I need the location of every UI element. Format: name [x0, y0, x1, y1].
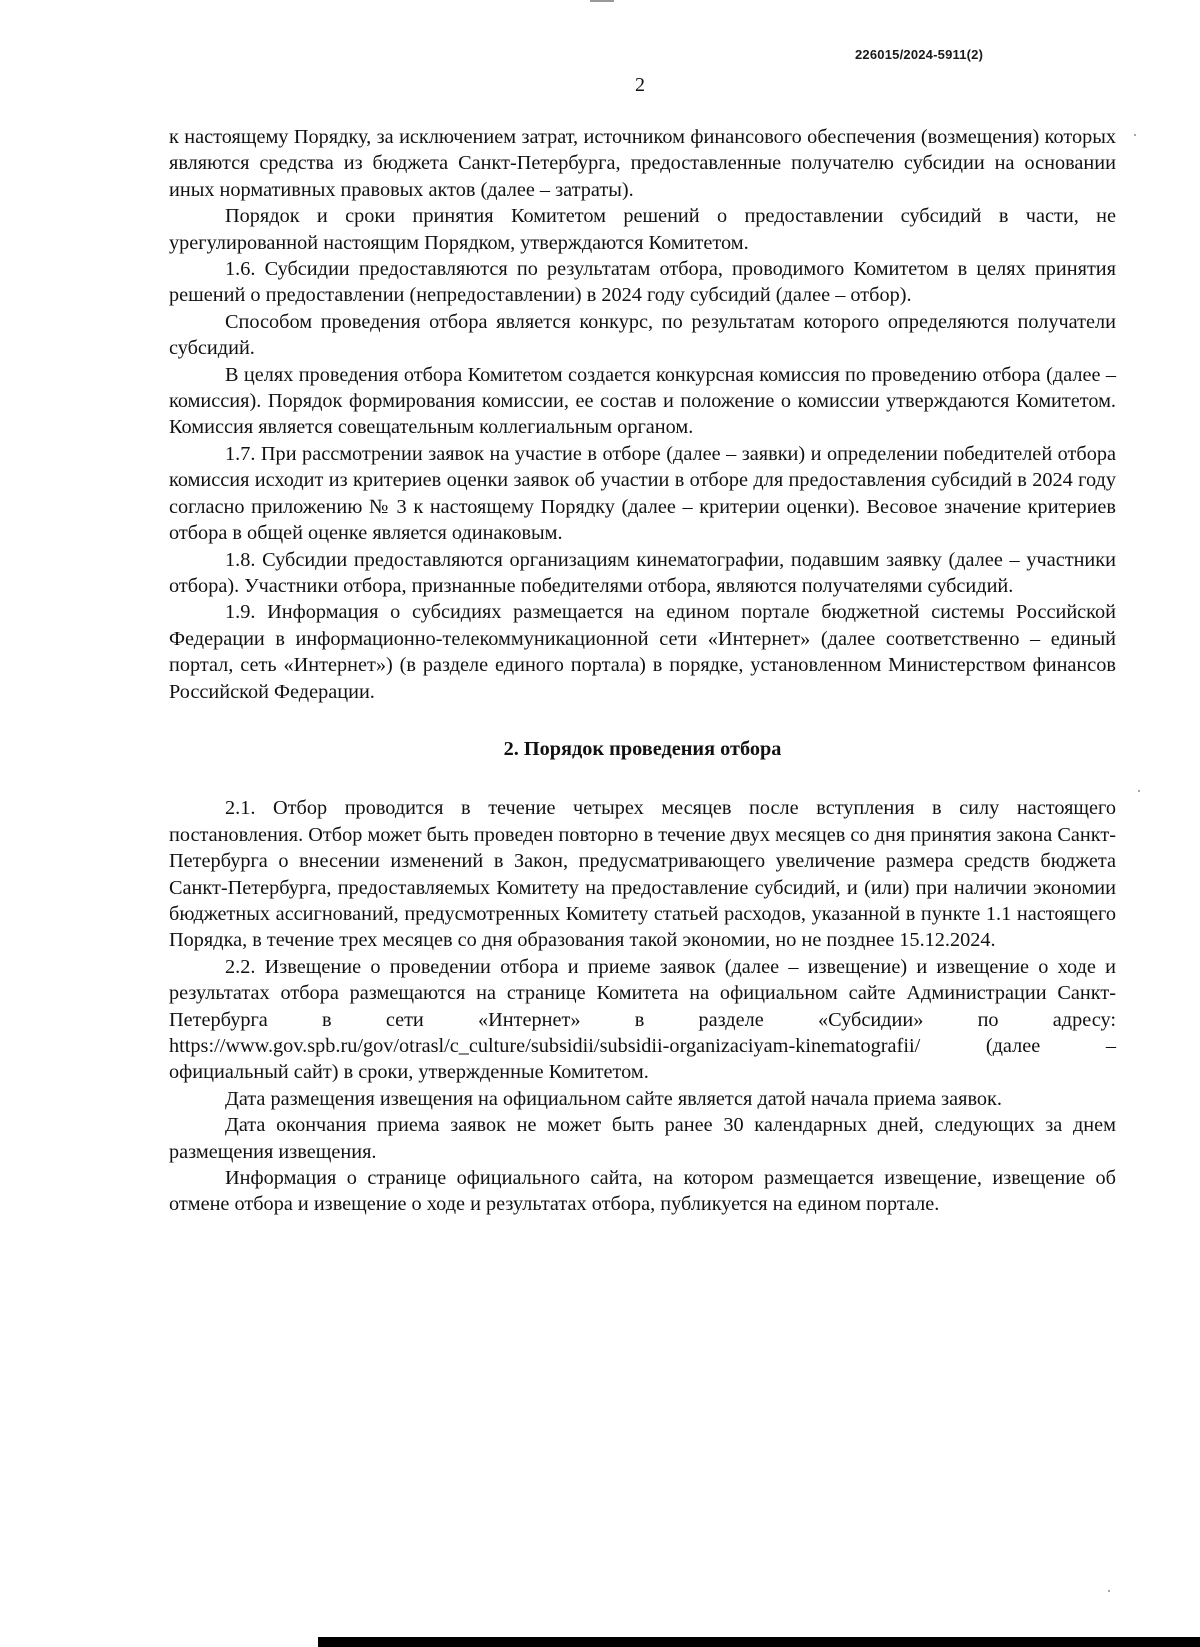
section-heading: 2. Порядок проведения отбора — [503, 737, 782, 760]
document-body — [169, 124, 1116, 1218]
scan-bottom-border — [318, 1637, 1200, 1647]
paragraph-portal-information: Информация о странице официального сайта, на котором размещается извещение, извещение об отмене отбора и извещение о ходе и результатах отбора, публикуется на едином портале. — [169, 1167, 1116, 1216]
paragraph-selection-method: Способом проведения отбора является конкурс, по результатам которого определяются получатели субсидий. — [169, 310, 1116, 360]
paragraph-1-7: 1.7. При рассмотрении заявок на участие в отборе (далее – заявки) и определении победителей отбора комиссия исходит из критериев оценки заявок об участии в отборе для предоставления субсидий в 2024 году согласно приложению № 3 к настоящему Порядку (далее – критерии оценки). Весовое значение критериев отбора в общей оценке является одинаковым. — [169, 442, 1116, 545]
paragraph-commission: В целях проведения отбора Комитетом создается конкурсная комиссия по проведению отбора (далее – комиссия). Порядок формирования комиссии, ее состав и положение о комиссии утверждаются Комитетом. Комиссия является совещательным коллегиальным органом. — [169, 363, 1116, 439]
paragraph-2-1: 2.1. Отбор проводится в течение четырех месяцев после вступления в силу настоящего постановления. Отбор может быть проведен повторно в течение двух месяцев со дня принятия закона Санкт-Петербурга о внесении изменений в Закон, предусматривающего увеличение размера средств бюджета Санкт-Петербурга, предоставляемых Комитету на предоставление субсидий, и (или) при наличии экономии бюджетных ассигнований, предусмотренных Комитету статьей расходов, указанной в пункте 1.1 настоящего Порядка, в течение трех месяцев со дня образования такой экономии, но не позднее 15.12.2024. — [169, 797, 1116, 952]
document-registration-number: 226015/2024-5911(2) — [855, 47, 984, 62]
page-number: 2 — [635, 74, 645, 96]
paragraph-order-and-terms: Порядок и сроки принятия Комитетом решений о предоставлении субсидий в части, не урегулированной настоящим Порядком, утверждаются Комитетом. — [169, 205, 1116, 254]
scan-top-smudge — [590, 0, 614, 2]
paragraph-1-8: 1.8. Субсидии предоставляются организациям кинематографии, подавшим заявку (далее – участники отбора). Участники отбора, признанные победителями отбора, являются получателями субсидий. — [169, 548, 1116, 597]
paragraph-1-6: 1.6. Субсидии предоставляются по результатам отбора, проводимого Комитетом в целях принятия решений о предоставлении (непредоставлении) в 2024 году субсидий (далее – отбор). — [169, 258, 1116, 307]
scan-speck — [1134, 134, 1136, 136]
paragraph-continuation-1-5: к настоящему Порядку, за исключением затрат, источником финансового обеспечения (возмещения) которых являются средства из бюджета Санкт-Петербурга, предоставленные получателю субсидии на основании иных нормативных правовых актов (далее – затраты). — [169, 126, 1116, 201]
paragraph-publication-date: Дата размещения извещения на официальном сайте является датой начала приема заявок. — [225, 1087, 1002, 1110]
scan-speck — [1138, 790, 1140, 792]
paragraph-application-deadline: Дата окончания приема заявок не может быть ранее 30 календарных дней, следующих за днем размещения извещения. — [169, 1114, 1116, 1163]
paragraph-2-2: 2.2. Извещение о проведении отбора и приеме заявок (далее – извещение) и извещение о ходе и результатах отбора размещаются на странице Комитета на официальном сайте Администрации Санкт-Петербурга в сети «Интернет» в разделе «Субсидии» по адресу: https://www.gov.spb.ru/gov/otrasl/c_culture/subsidii/subsidii-organizaciyam-kinematografii/ (далее – официальный сайт) в сроки, утвержденные Комитетом. — [169, 955, 1116, 1084]
scan-speck — [1108, 1590, 1110, 1592]
paragraph-1-9: 1.9. Информация о субсидиях размещается на едином портале бюджетной системы Российской Федерации в информационно-телекоммуникационной сети «Интернет» (далее соответственно – единый портал, сеть «Интернет») (в разделе единого портала) в порядке, установленном Министерством финансов Российской Федерации. — [169, 601, 1116, 703]
